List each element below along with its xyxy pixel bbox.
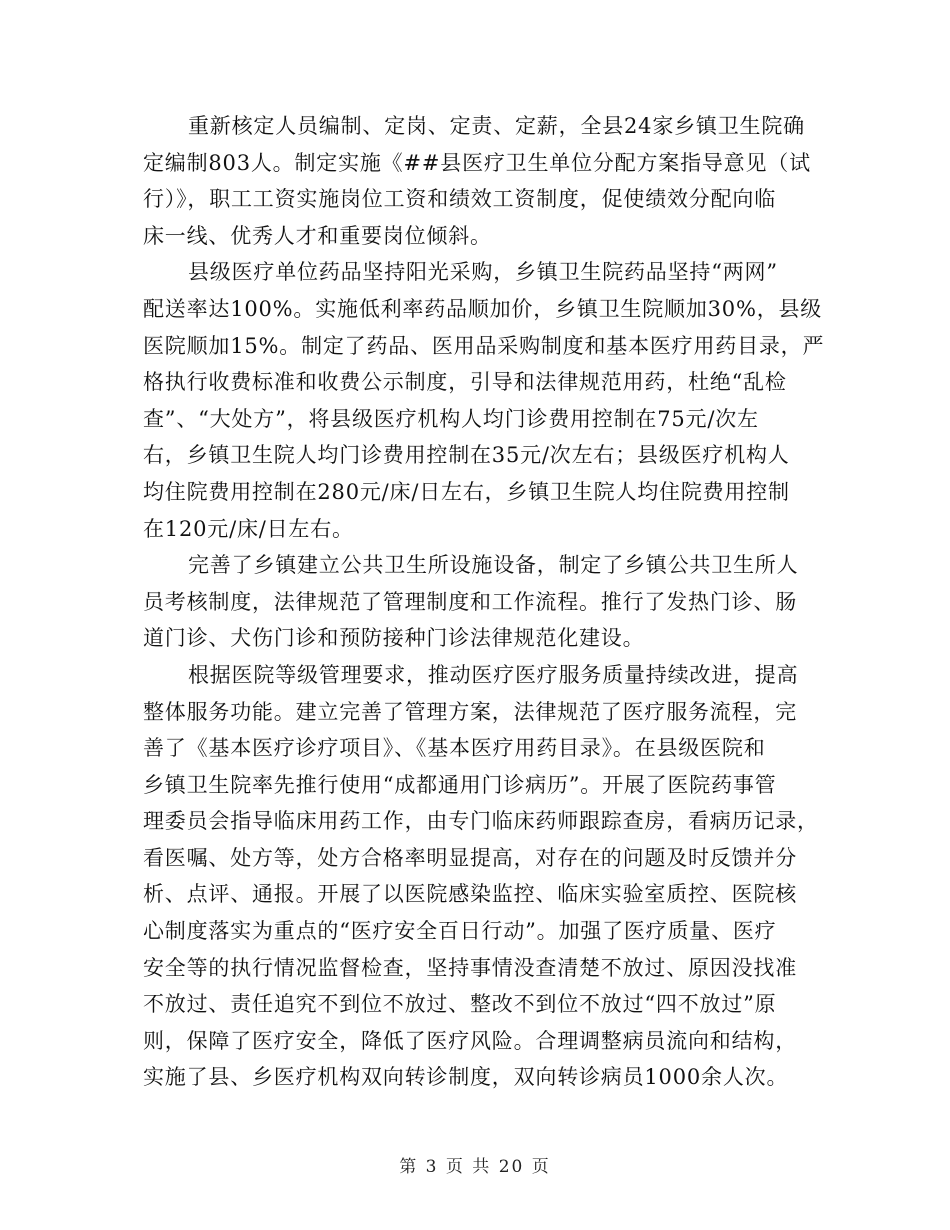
text-line: 善了《基本医疗诊疗项目》、《基本医疗用药目录》。在县级医院和 — [143, 736, 766, 761]
text-line: 查”、“大处方”，将县级医疗机构人均门诊费用控制在75元/次左 — [143, 406, 759, 431]
text-line: 右，乡镇卫生院人均门诊费用控制在35元/次左右；县级医疗机构人 — [143, 443, 790, 468]
text-line: 格执行收费标准和收费公示制度，引导和法律规范用药，杜绝“乱检 — [143, 370, 787, 395]
text-line: 完善了乡镇建立公共卫生所设施设备，制定了乡镇公共卫生所人 — [188, 553, 799, 578]
text-line: 根据医院等级管理要求，推动医疗医疗服务质量持续改进，提高 — [188, 662, 799, 687]
text-line: 重新核定人员编制、定岗、定责、定薪，全县24家乡镇卫生院确 — [188, 114, 805, 138]
text-line: 安全等的执行情况监督检查，坚持事情没查清楚不放过、原因没找准 — [143, 955, 797, 980]
page-number-footer: 第 3 页 共 20 页 — [399, 1157, 551, 1177]
text-line: 均住院费用控制在280元/床/日左右，乡镇卫生院人均住院费用控制 — [143, 479, 790, 504]
text-line: 在120元/床/日左右。 — [143, 516, 354, 541]
text-line: 看医嘱、处方等，处方合格率明显提高，对存在的问题及时反馈并分 — [143, 845, 797, 870]
text-line: 整体服务功能。建立完善了管理方案，法律规范了医疗服务流程，完 — [143, 699, 797, 724]
text-line: 道门诊、犬伤门诊和预防接种门诊法律规范化建设。 — [143, 626, 645, 651]
text-line: 行）》，职工工资实施岗位工资和绩效工资制度，促使绩效分配向临 — [143, 187, 776, 212]
text-line: 乡镇卫生院率先推行使用“成都通用门诊病历”。开展了医院药事管 — [143, 772, 777, 797]
paragraph-drug-procurement — [143, 254, 825, 547]
paragraph-staffing — [143, 108, 811, 254]
text-line: 医院顺加15%。制定了药品、医用品采购制度和基本医疗用药目录，严 — [143, 333, 825, 358]
text-line: 配送率达100%。实施低利率药品顺加价，乡镇卫生院顺加30%，县级 — [143, 296, 823, 321]
text-line: 实施了县、乡医疗机构双向转诊制度，双向转诊病员1000余人次。 — [143, 1065, 789, 1090]
paragraph-public-health — [143, 547, 808, 657]
paragraph-service-quality — [143, 657, 819, 1096]
text-line: 则，保障了医疗安全，降低了医疗风险。合理调整病员流向和结构， — [143, 1028, 797, 1053]
text-line: 定编制803人。制定实施《##县医疗卫生单位分配方案指导意见（试 — [143, 150, 811, 175]
text-line: 员考核制度，法律规范了管理制度和工作流程。推行了发热门诊、肠 — [143, 589, 797, 614]
text-line: 理委员会指导临床用药工作，由专门临床药师跟踪查房，看病历记录， — [143, 809, 819, 834]
text-line: 心制度落实为重点的“医疗安全百日行动”。加强了医疗质量、医疗 — [143, 919, 777, 944]
text-line: 不放过、责任追究不到位不放过、整改不到位不放过“四不放过”原 — [143, 992, 777, 1017]
document-body — [143, 108, 825, 1096]
text-line: 床一线、优秀人才和重要岗位倾斜。 — [143, 223, 492, 248]
text-line: 县级医疗单位药品坚持阳光采购，乡镇卫生院药品坚持“两网” — [188, 260, 778, 285]
text-line: 析、点评、通报。开展了以医院感染监控、临床实验室质控、医院核 — [143, 882, 797, 907]
